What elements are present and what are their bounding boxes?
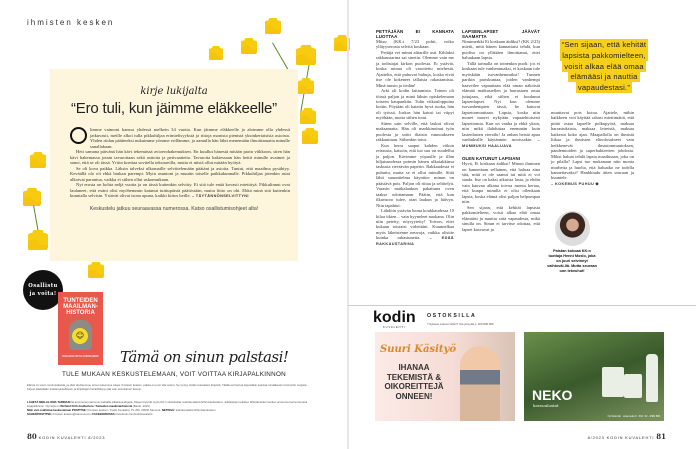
article-title: “Ero tuli, kun jäimme eläkkeelle”	[71, 100, 277, 117]
paragraph: Se oli kova paikka. Läksin talveksi ulkomaille selvittelemään päätäni ja asioita. Tuntui, että maailma pysähtyy. Keväällä olo oli ehkä hiukan parempi. Myin asuntoni ja muutin toiselle paikkakunnalle. Pikkuhiljaa jotenkin asiat alkoivat parantua, vaikka ei siihen ollut uskomutkaan.	[70, 165, 290, 182]
logo-subtitle: KUVALEHTI	[383, 326, 406, 329]
facebook-link[interactable]: facebook.com/kodinkuvalehti	[116, 412, 153, 416]
ad-brand: NEKO	[532, 387, 573, 403]
column-heading: PETTÄJÄÄN EI KANNATA LUOTTAA	[376, 29, 454, 39]
signature: – MUMMUKSI HAALUAVA	[462, 138, 540, 148]
box-footer: Keskustelu jatkuu seuraavassa numerossa. Katso osallistumisohjeet alta!	[89, 205, 259, 212]
paragraph: Heti samana päivänä hän kävi tekemässä avioerohakemuksen. En kuullut hänestä mitään parin viikkoon, siten hän kävi hakemassa jotain tavaroitaan sekä astioita ja petivaatteita. Tavaroita hakiessaan hän heitti minulle avaimet ja sanoi, että se oli tässä. Yritin koettaa sovitella tekstareilla, mutta ei niistä ollut mitään hyötyä.	[70, 149, 290, 165]
column-2: LAPSENLAPSET JÄÄVÄT SAAMATTA Nimimerkki Ei koskaan äidiksi? (KK 2/23) mietti, mitä hänen kannattaisi tehdä, kun puoliso on yllättäen ilmoittanut, ettei haluakaan lapsia. Tällä tarinalla on toinenkin puoli: jos ei koskaan tule vanhemmaksi, ei koskaan tule myöskään isovanhemmiksi! Tunnen parikin pariskuntaa, joiden vanhempi haaveilee vapauttaan elää oman näköistä elämää matkustellen ja harrastaen omia juttujaan, eikä siihen ei kuulunut lapsenlapset. Nyt kun olemme isovanhempien iässä, he katuvat lapsettomuuttaan. Lapsia, koska niin monet nuoret nykyään vapaaehtoisesti lapsettomia. Kun on vanha ja ehkä yksin, niin mikä ilahduttaa enemmän kuin lastenlasten vierailu! Ja onhan heistä apua vanhuksille käytännön asioissakin. – MUMMUKSI HAALUAVA OLEN KATUNUT LAPSIANI Hyvä, Ei koskaan äidiksi! Minun ihminen on kannettaan sellainen, että haluaa aina sitä, mitä ei ole saanut tai mitä ei voi saada. Itse on kaksi aikuista lasta, ja ehdin vain kauvan alkana toivoa monta kertaa, että kunpa minulla ei olisi ollenkaan lapsia, koska elämä olisi paljon helpompaa niin. Sen sijaan, että kehität lapsista pakkomielteen, voisit alkaa elää omaa elämääsi ja nauttia siitä vapaudesta, mikä sinulla on. Sinun ei tarvitse odottaa, että lapset kasvavat ja	[462, 29, 540, 232]
divider	[348, 305, 696, 306]
signature: – TÄYTÄNNÖNSELVITTYNI	[191, 194, 249, 198]
pull-quote: “Sen sijaan, että kehität lapsista pakkomielteen, voisit alkaa elää omaa elämääsi ja nauttia vapaudestasi.”	[561, 40, 647, 93]
column-1: PETTÄJÄÄN EI KANNATA LUOTTAA Mitsu (KK:t 7/23 pohti, voiko ylläyyserosta selvitä koskaan. Pettäjä vei minut alttarille asti. Kihlaksi rakkaustarina sai sinetin. Olemme vain me ja todistajat kirkon puolesta. Ei ystäviä, koska minua oli varoitettu miehestä. Ajattelin, että puhuvat huhuja, koska eivät itse ole kokeneet tällaista rakastamista. Minä tunsin ja tiedän! Arki oli kodin laittamista. Toinen oli töissä paljon ja minä läksin opiskelemaan toiseen kaupunkiin. Tulin viikonloppuina kotiin. Pöytään oli katettu hyvä ruoka, hän oli työssä. Joskus hän katosi tai viipyi myöhään, mutta siihen totui. Sitten sain selville, että laskut olivat maksamatta. Hän oli markkinoinut työn puolesta ja soitti iltaisin vannoakseen rakkauttaan. Siihenkin totui. Kun herra saapui kahden viikon reissusta, katsoin, että tuo suu on suudellut ja paljon. Kävimme yöpuulle ja illan hiljaisuudessa poimin hänen ulkotakkinsa taskusta rievtävän paperin. Rakkaudesta ei puhuttu, mutta se ei ollut minulle. Siitä lähti suunnitelma käyntiin: minun on päästävä pois. Paljon oli riitaa ja selittelyä. Varasin matkalaukun pakattuna oven taakse odottamaan. Päätin, että kun ilkavuoro tulee, otan laukun ja häivyn. Niin tapahtui. Lähdöin ystävän luona koukkaudessa 10 kiloa itkien – vain kyyneleet naokana. Olin niin petetty, nöyryytetty! Toivon, ettei kukaan toistaisi virhettäni. Kuunnelkaa myös läheistenne neuvoja, vaikka olisitte kuinka rakastuneita. – EDÄÄ RAKKAUSTARINA	[376, 29, 455, 246]
page-folio: 8/2023 KODIN KUVALEHTI 81	[587, 432, 666, 441]
web-link[interactable]: kodinkuvalehti.fi/ihmistenkesken	[175, 408, 216, 412]
book-author: RICHARD FIRTH-GODBEHERE	[62, 355, 99, 358]
section-label: ihmisten kesken	[27, 18, 115, 27]
participation-info: LÄHETÄ MEILLE OMA TARINASI tai kommentoi aiemmin palstalla julkaistua kirjettä. Kirjeet löytyvät myös KK:n nettisivuilta: kodinkuvalehti.fi/ihmistenkesken. Julkaistujen tekstien lähettäneiden kesken arvomme kerran kuussa kirjapalkinnon. Nyt kirja on Richard Firth-Godbehere: Tunteiden maailmanhistoria (Bazar, 2023). Näin voit osallistua keskusteluun POSTITSE: Ihmisten kesken / Kodin Kuvalehti, PL 200, 00040 Sanoma. NETISSÄ: kodinkuvalehti.fi/ihmistenkesken SÄHKÖPOSTITSE: ihmisten.kesken@sanoma.com FACEBOOKISSA: facebook.com/kodinkuvalehti	[27, 400, 308, 416]
intro-text: Elämä on usein monimutkaista, ja siksi tarvitsemme toinen toisemme tukea. Ihmisten kesken -palsta on juuri sitä varten. Se syntyy teidän tuleviaden kirjeistä. Täällä voit kertoa kipeistäkin asioista turvallisesti nimimerkin suojista. Kirjeet käsitellään luottamuksellisesti, ja kirjoittajan henkilöllisyys jää vain toimituksen tietoon.	[27, 383, 308, 391]
ad-photo	[460, 346, 500, 421]
smiley-icon: ☺	[72, 328, 88, 344]
editor-photo	[555, 211, 590, 246]
reader-letter-box	[50, 69, 298, 261]
ad-tagline: kasvualustat	[533, 403, 559, 408]
paragraph: limme vaimoni kanssa yhdessä melkein 34 vuotta. Kun jäimme eläkkeelle ja aloimme olla yhdessä jatkuvasti, meille alkoi tulla pikkuhiljaa erimielisyyksiä ja riitoja monista pienistä yksinkertaisista asioista. Yhden riidan päätteeksi nukuimme yömme erillämme, ja aamulla hän lähti menemään ilmoittamatta minulle sanallakaan.	[90, 127, 290, 149]
ad-headline: IHANAA TEKEMISTÄ & OIKOREITTEJÄ ONNEEN!	[384, 363, 444, 401]
email-link[interactable]: ihmisten.kesken@sanoma.com	[52, 412, 92, 416]
right-page	[348, 0, 696, 449]
column-heading: OLEN KATUNUT LAPSIANI	[462, 156, 521, 162]
page-folio: 80 KODIN KUVALEHTI 8/2023	[27, 432, 106, 441]
letter-body	[70, 127, 290, 199]
script-heading: Tämä on sinun palstasi!	[120, 348, 289, 366]
call-to-action: TULE MUKAAN KESKUSTELEMAAN, VOIT VOITTAA KIRJAPALKINNON	[62, 371, 286, 378]
end-mark-icon: ◆	[595, 180, 599, 186]
book-cover	[58, 292, 103, 365]
ad-neko[interactable]	[524, 332, 664, 421]
signature: – KOKEMUS PUHUU	[551, 181, 595, 186]
book-title: TUNTEIDEN MAAILMAN-HISTORIA	[63, 298, 98, 316]
signature: – EDÄÄ RAKKAUSTARINA	[376, 236, 455, 246]
drop-cap-o	[70, 127, 87, 144]
kodin-logo: kodin	[373, 309, 416, 326]
ad-info: Oy Neko Ab · www.neko.fi · Puh. 02 - 4382 800	[607, 415, 660, 418]
paragraph: Nyt erosta on kohta neljä vuotta ja on tässä kuitenkin selvitty. Ei sitä tule enää kovasti mietittyä. Pikkulinnut ovat laulaneet, että exäni olisi myöhemmin katunut tuittupäistä päätöstään, mutta liitto on ohi. Ehkä minä sitä kuitenkin kunnialla selvisin. Ystävät olivat isona apuna, kaikki kiitos heille. – TÄYTÄNNÖNSELVITTYNI	[70, 182, 290, 198]
ad-suuri-kasityo[interactable]	[375, 332, 515, 421]
column-heading: LAPSENLAPSET JÄÄVÄT SAAMATTA	[462, 29, 540, 39]
ad-brand: Suuri Käsityö	[380, 344, 457, 355]
shopping-title: OSTOKSILLA	[427, 313, 477, 319]
kicker: kirje lukijalta	[140, 86, 208, 97]
participate-badge: Osallistu ja voita!	[23, 270, 63, 310]
shopping-subtitle: Yrityksesi mainos tähän? Ota yhteyttä p. 020 808 085.	[427, 322, 495, 326]
column-3: muuttavat pois kotoa. Ajattele, mihin kaikkeen voit käyttää rahasi miettimättä, että pitää ostaa lapselle polkupyörä, maksaa harrastuksista, maksaa leireistä, maksaa kaikesta koko ajan. Maapallolla on ihmisiä liikaa ja ihmisten elinolosuhteet vain heikkenevät ilmastonmuutoksen, pandemioiden ja superbakteerien johdosta. Miksi haluat tehdä lapsia maailmaan, joka on jo pilalla? Lapsi tuo mukanaan niin monta murhetta ja huolta, että haluatko ne todella kannettavaksi? Hankkiudu ätien seuraan ja kuuntele. – KOKEMUS PUHUU ◆	[551, 110, 634, 186]
editor-caption: Palstan kokoaa KK:n tuottaja Henni Moslo, joka on juuri selvinnyt vaihtoväi-llä. Mutta seuraan oon tekeuhut!	[547, 249, 597, 273]
